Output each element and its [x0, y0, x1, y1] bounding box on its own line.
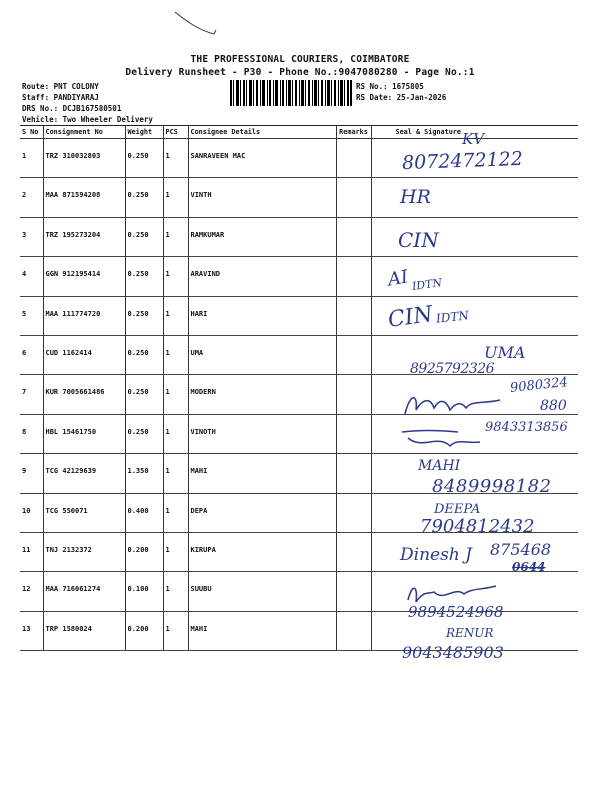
- remarks: [336, 611, 371, 650]
- route-label: Route: PNT COLONY: [22, 82, 99, 91]
- staff-label: Staff: PANDIYARAJ: [22, 93, 99, 102]
- handwriting-r11-extra: 0644: [512, 560, 546, 574]
- sno: 4: [20, 257, 43, 296]
- company-title: THE PROFESSIONAL COURIERS, COIMBATORE: [190, 54, 410, 65]
- remarks: [336, 139, 371, 178]
- handwriting-r11-phone: 875468: [490, 540, 552, 559]
- handwriting-r9-phone: 8489998182: [432, 476, 552, 497]
- remarks: [336, 532, 371, 571]
- consignment-no: MAA 871594208: [43, 178, 125, 217]
- remarks: [336, 178, 371, 217]
- sno: 12: [20, 572, 43, 611]
- weight: 0.250: [125, 414, 163, 453]
- handwriting-r1-phone: 8072472122: [401, 147, 524, 175]
- handwriting-r11-name: Dinesh J: [400, 545, 472, 565]
- sno: 8: [20, 414, 43, 453]
- sno: 11: [20, 532, 43, 571]
- scan-pen-mark: [170, 8, 220, 38]
- col-consignee: Consignee Details: [188, 126, 336, 139]
- handwriting-r9-name: MAHI: [418, 458, 461, 474]
- weight: 0.250: [125, 335, 163, 374]
- consignee: RAMKUMAR: [188, 217, 336, 256]
- consignee: VINTH: [188, 178, 336, 217]
- handwriting-r12-phone: 9894524968: [408, 603, 504, 621]
- signature-r7: [400, 388, 510, 418]
- pcs: 1: [163, 572, 188, 611]
- weight: 0.250: [125, 217, 163, 256]
- weight: 0.400: [125, 493, 163, 532]
- barcode: [230, 80, 352, 106]
- handwriting-r6-name: UMA: [484, 343, 526, 362]
- remarks: [336, 493, 371, 532]
- rs-number: RS No.: 1675805: [356, 82, 424, 91]
- pcs: 1: [163, 611, 188, 650]
- pcs: 1: [163, 454, 188, 493]
- pcs: 1: [163, 532, 188, 571]
- vehicle-label: Vehicle: Two Wheeler Delivery: [22, 115, 153, 124]
- weight: 0.250: [125, 375, 163, 414]
- handwriting-r6-phone: 8925792326: [410, 361, 495, 377]
- handwriting-r10-phone: 7904812432: [420, 516, 535, 537]
- remarks: [336, 375, 371, 414]
- col-sno: S No: [20, 126, 43, 139]
- sno: 13: [20, 611, 43, 650]
- handwriting-r8-phone: 9843313856: [485, 420, 568, 435]
- consignee: MODERN: [188, 375, 336, 414]
- handwriting-r13-name: RENUR: [446, 626, 494, 640]
- handwriting-r4-mark: IDTN: [411, 275, 443, 294]
- remarks: [336, 572, 371, 611]
- rs-date: RS Date: 25-Jan-2026: [356, 93, 447, 102]
- table-header-row: [20, 126, 578, 139]
- pcs: 1: [163, 414, 188, 453]
- pcs: 1: [163, 335, 188, 374]
- consignee: MAHI: [188, 611, 336, 650]
- table-row: [20, 296, 578, 335]
- remarks: [336, 454, 371, 493]
- weight: 0.100: [125, 572, 163, 611]
- consignee: ARAVIND: [188, 257, 336, 296]
- table-row: [20, 217, 578, 256]
- weight: 0.250: [125, 178, 163, 217]
- consignee: KIRUPA: [188, 532, 336, 571]
- weight: 0.200: [125, 611, 163, 650]
- signature-r8: [398, 424, 484, 454]
- handwriting-r10-name: DEEPA: [434, 502, 481, 517]
- sno: 3: [20, 217, 43, 256]
- handwriting-r7-phone: 9080324: [509, 375, 569, 396]
- remarks: [336, 335, 371, 374]
- col-remarks: Remarks: [336, 126, 371, 139]
- col-weight: Weight: [125, 126, 163, 139]
- pcs: 1: [163, 178, 188, 217]
- consignee: DEPA: [188, 493, 336, 532]
- handwriting-r13-phone: 9043485903: [402, 643, 504, 662]
- consignment-no: CUD 1162414: [43, 335, 125, 374]
- col-consignment: Consignment No: [43, 126, 125, 139]
- consignee: HARI: [188, 296, 336, 335]
- drs-label: DRS No.: DCJB167580501: [22, 104, 122, 113]
- remarks: [336, 217, 371, 256]
- runsheet-title: Delivery Runsheet - P30 - Phone No.:9047080280 - Page No.:1: [125, 67, 475, 78]
- consignment-no: TRZ 310032803: [43, 139, 125, 178]
- sno: 6: [20, 335, 43, 374]
- consignment-no: TCG 42129639: [43, 454, 125, 493]
- handwriting-r5-mark: IDTN: [435, 308, 470, 326]
- weight: 0.250: [125, 257, 163, 296]
- sno: 9: [20, 454, 43, 493]
- handwriting-r2-initials: HR: [400, 186, 431, 208]
- handwriting-r3-initials: CIN: [398, 228, 439, 252]
- consignee: MAHI: [188, 454, 336, 493]
- consignee: SUUBU: [188, 572, 336, 611]
- remarks: [336, 414, 371, 453]
- consignee: VINOTH: [188, 414, 336, 453]
- weight: 1.350: [125, 454, 163, 493]
- handwriting-r1-initials: KV: [462, 130, 485, 148]
- col-pcs: PCS: [163, 126, 188, 139]
- consignment-no: KUR 7005661486: [43, 375, 125, 414]
- pcs: 1: [163, 257, 188, 296]
- col-signature: Seal & Signature: [371, 126, 578, 139]
- consignment-no: MAA 716061274: [43, 572, 125, 611]
- table-row: [20, 178, 578, 217]
- consignee: SANRAVEEN MAC: [188, 139, 336, 178]
- weight: 0.200: [125, 532, 163, 571]
- handwriting-r5-initials: CIN: [386, 302, 435, 333]
- table-row: [20, 257, 578, 296]
- pcs: 1: [163, 296, 188, 335]
- sno: 2: [20, 178, 43, 217]
- consignee: UMA: [188, 335, 336, 374]
- pcs: 1: [163, 493, 188, 532]
- remarks: [336, 296, 371, 335]
- pcs: 1: [163, 375, 188, 414]
- handwriting-r7-suffix: 880: [540, 398, 567, 414]
- consignment-no: MAA 111774720: [43, 296, 125, 335]
- handwriting-r4-initials: AI: [386, 266, 410, 291]
- remarks: [336, 257, 371, 296]
- consignment-no: HBL 15461750: [43, 414, 125, 453]
- consignment-no: TRP 1580024: [43, 611, 125, 650]
- pcs: 1: [163, 217, 188, 256]
- sno: 7: [20, 375, 43, 414]
- pcs: 1: [163, 139, 188, 178]
- weight: 0.250: [125, 139, 163, 178]
- consignment-no: TRZ 195273204: [43, 217, 125, 256]
- sno: 5: [20, 296, 43, 335]
- weight: 0.250: [125, 296, 163, 335]
- consignment-no: TCG 550071: [43, 493, 125, 532]
- consignment-no: TNJ 2132372: [43, 532, 125, 571]
- consignment-no: GGN 912195414: [43, 257, 125, 296]
- sno: 10: [20, 493, 43, 532]
- sno: 1: [20, 139, 43, 178]
